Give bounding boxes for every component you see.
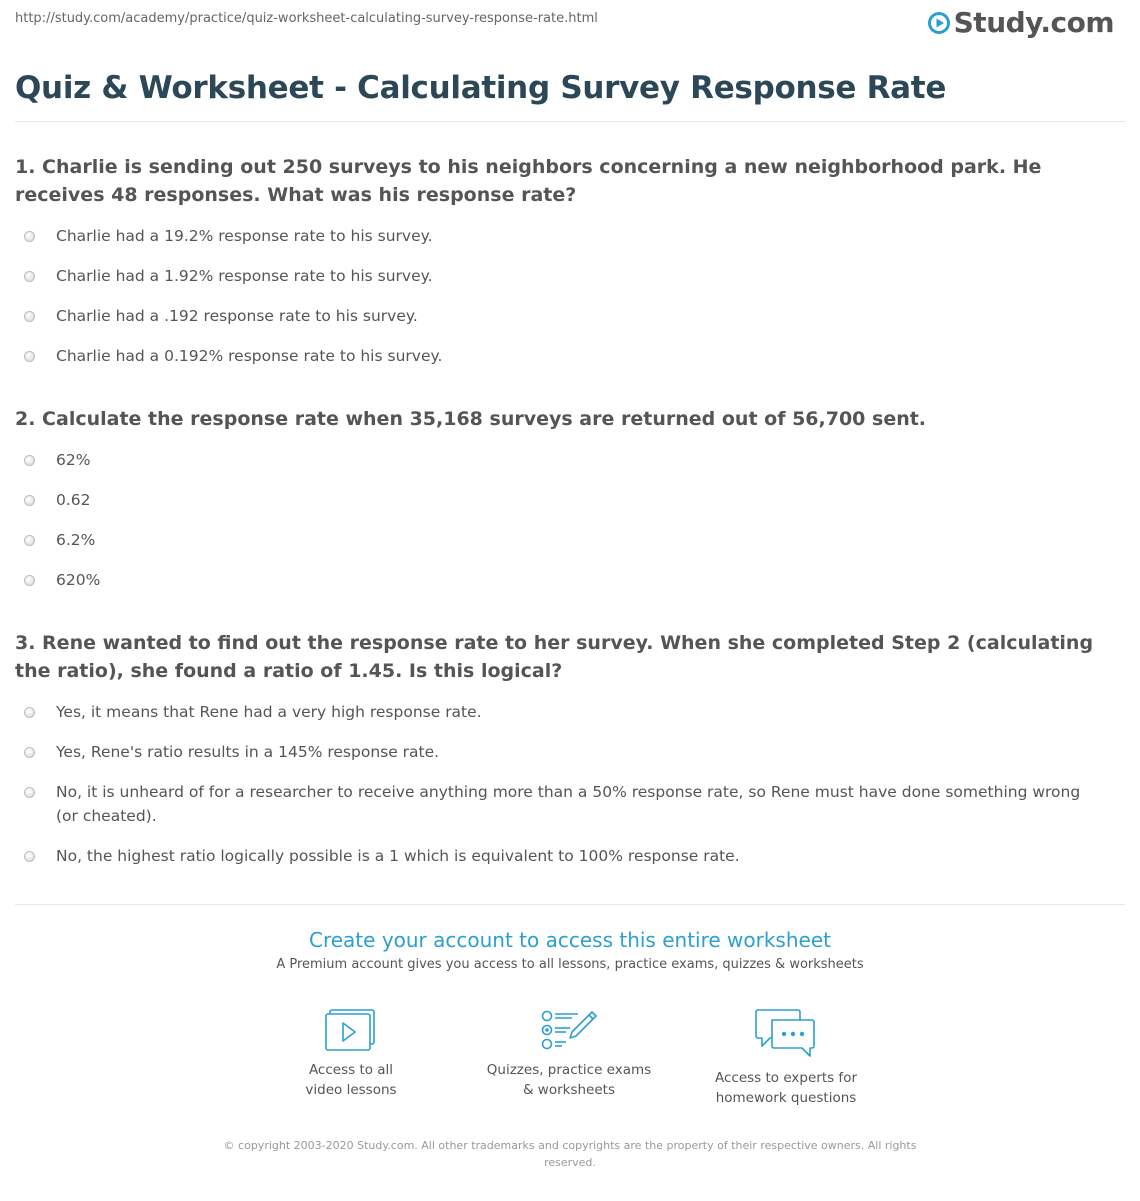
feature-quizzes xyxy=(474,1008,664,1100)
radio-button[interactable] xyxy=(24,455,35,466)
radio-button[interactable] xyxy=(24,311,35,322)
answer-option[interactable] xyxy=(15,844,1095,868)
option-label: Yes, it means that Rene had a very high response rate. xyxy=(56,703,482,721)
radio-button[interactable] xyxy=(24,787,35,798)
feature-label: Access to experts for homework questions xyxy=(714,1070,857,1106)
cta-divider xyxy=(15,904,1125,905)
option-label: Yes, Rene's ratio results in a 145% response rate. xyxy=(56,743,440,761)
answer-option[interactable] xyxy=(15,448,1095,472)
option-label: No, it is unheard of for a researcher to receive anything more than a 50% response rate, so Rene must have done something wrong (or cheated). xyxy=(56,783,1081,825)
question-text: 3. Rene wanted to find out the response rate to her survey. When she completed Step 2 (calculating the ratio), she found a ratio of 1.45. Is this logical? xyxy=(15,632,1094,682)
option-label: Charlie had a .192 response rate to his survey. xyxy=(56,307,418,325)
radio-button[interactable] xyxy=(24,231,35,242)
create-account-link[interactable]: Create your account to access this entire worksheet xyxy=(309,928,831,952)
option-label: Charlie had a 1.92% response rate to his survey. xyxy=(56,267,433,285)
option-label: Charlie had a 0.192% response rate to his survey. xyxy=(56,347,443,365)
answer-option[interactable] xyxy=(15,264,1095,288)
study-logo[interactable] xyxy=(927,6,1114,39)
play-logo-icon xyxy=(927,11,951,35)
title-divider xyxy=(15,121,1125,122)
answer-option[interactable] xyxy=(15,304,1095,328)
copyright-notice: © copyright 2003-2020 Study.com. All other trademarks and copyrights are the property of their respective owners. All rights reserved. xyxy=(223,1139,917,1169)
radio-button[interactable] xyxy=(24,351,35,362)
answer-option[interactable] xyxy=(15,700,1095,724)
radio-button[interactable] xyxy=(24,271,35,282)
feature-label: Quizzes, practice exams & worksheets xyxy=(486,1062,652,1098)
answer-option[interactable] xyxy=(15,780,1095,828)
radio-button[interactable] xyxy=(24,495,35,506)
feature-video-lessons xyxy=(256,1008,446,1100)
radio-button[interactable] xyxy=(24,747,35,758)
question-text: 2. Calculate the response rate when 35,168 surveys are returned out of 56,700 sent. xyxy=(15,408,927,430)
chat-bubbles-icon xyxy=(754,1008,818,1060)
cta-subtitle: A Premium account gives you access to all lessons, practice exams, quizzes & worksheets xyxy=(276,957,864,972)
radio-button[interactable] xyxy=(24,851,35,862)
option-label: 0.62 xyxy=(56,491,91,509)
answer-option[interactable] xyxy=(15,568,1095,592)
answer-option[interactable] xyxy=(15,528,1095,552)
checklist-icon xyxy=(540,1008,598,1052)
radio-button[interactable] xyxy=(24,575,35,586)
answer-option[interactable] xyxy=(15,740,1095,764)
answer-option[interactable] xyxy=(15,224,1095,248)
page-title: Quiz & Worksheet - Calculating Survey Response Rate xyxy=(15,70,947,106)
feature-experts xyxy=(691,1008,881,1108)
option-label: 620% xyxy=(56,571,101,589)
question-text: 1. Charlie is sending out 250 surveys to his neighbors concerning a new neighborhood park. He receives 48 responses. What was his response rate? xyxy=(15,156,1042,206)
page-url-link[interactable]: http://study.com/academy/practice/quiz-worksheet-calculating-survey-response-rate.html xyxy=(15,11,598,26)
answer-option[interactable] xyxy=(15,344,1095,368)
radio-button[interactable] xyxy=(24,707,35,718)
option-label: 6.2% xyxy=(56,531,96,549)
option-label: No, the highest ratio logically possible is a 1 which is equivalent to 100% response rate. xyxy=(56,847,740,865)
option-label: Charlie had a 19.2% response rate to his survey. xyxy=(56,227,433,245)
answer-option[interactable] xyxy=(15,488,1095,512)
radio-button[interactable] xyxy=(24,535,35,546)
option-label: 62% xyxy=(56,451,91,469)
video-lesson-icon xyxy=(324,1008,378,1052)
feature-label: Access to all video lessons xyxy=(305,1062,397,1098)
logo-text: Study.com xyxy=(953,6,1114,39)
